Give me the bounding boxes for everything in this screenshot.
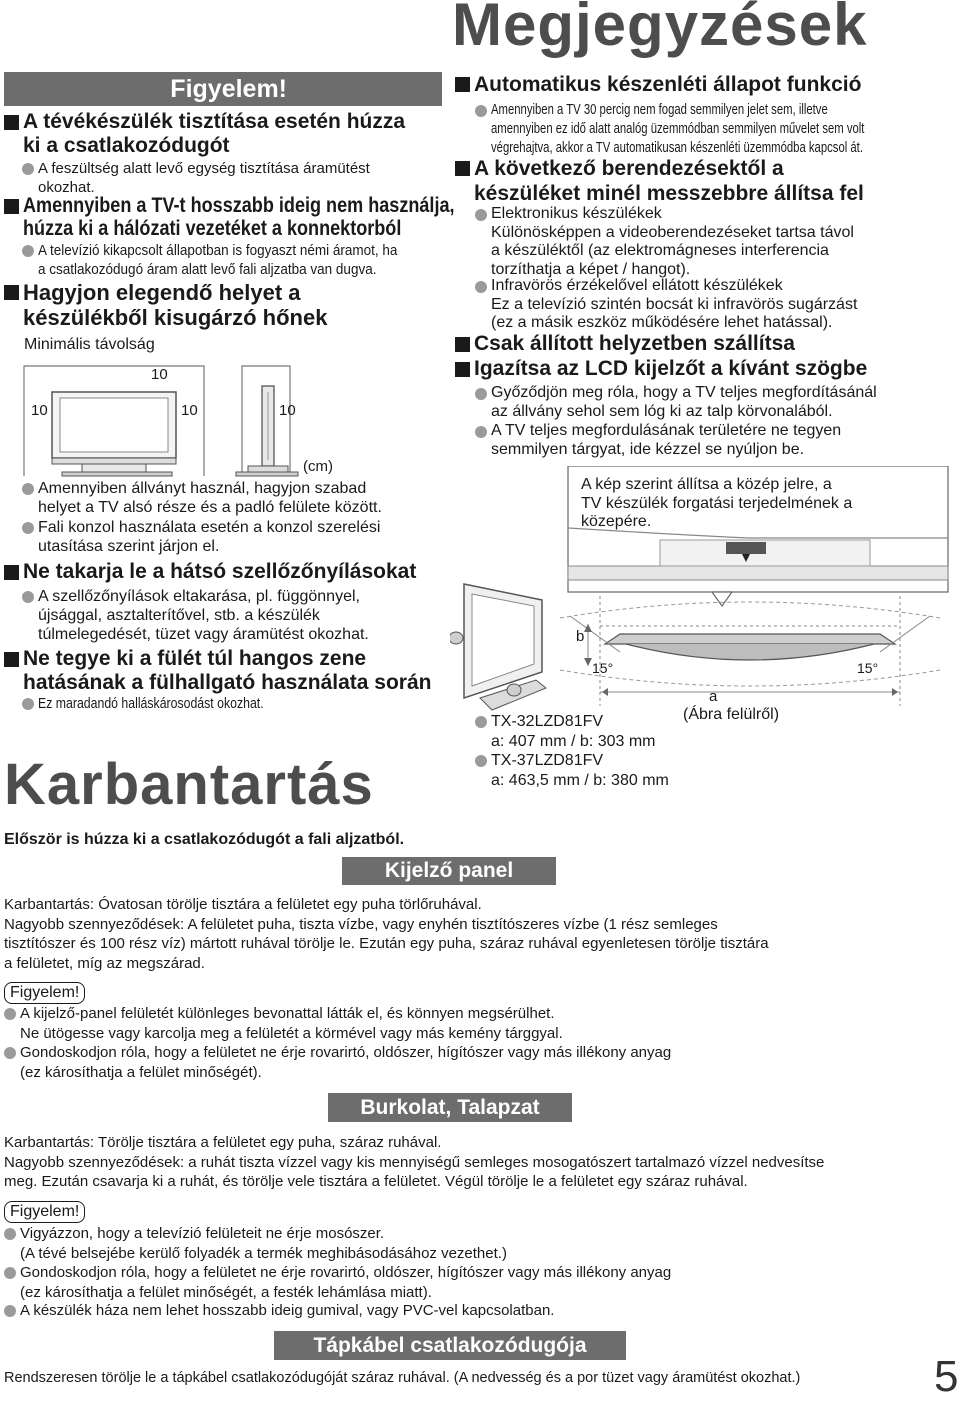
circle-bullet-icon [4,1008,16,1020]
dim-top: 10 [151,366,168,383]
circle-bullet-icon [475,105,487,117]
maintenance-intro: Először is húzza ki a csatlakozódugót a fali aljzatból. [4,831,405,848]
left-heading-vents: Ne takarja le a hátsó szellőzőnyílásokat [4,560,416,584]
right-heading-standby: Automatikus készenléti állapot funkció [455,72,861,97]
circle-bullet-icon [22,163,34,175]
circle-bullet-icon [22,245,34,257]
display-panel-text: Karbantartás: Óvatosan törölje tisztára a felületet egy puha törlőruhával. Nagyobb szennyeződések: A felületet puha, tiszta vízbe, vagy enyhén tisztítószeres vízbe (1 rész semleges tisztítószer és 100 rész víz) mártott ruhával törölje le. Ezután egy puha, száraz ruhával egyenletesen törölje tisztára a felületet, míg az megszárad. [4,896,769,972]
housing-text: Karbantartás: Törölje tisztára a felületet egy puha, száraz ruhával. Nagyobb szennyeződések: a ruhát tiszta vízzel vagy kis mennyiségű semleges mosogatószert tartalmazó vízzel nedvesítse meg. Ezután csavarja ki a ruhát, és törölje vele tisztára a felületet. Végül törölje le a felületet egy száraz ruhával. [4,1134,825,1190]
square-bullet-icon [455,362,470,377]
right-bullet-standby: Amennyiben a TV 30 percig nem fogad semmilyen jelet sem, illetve amennyiben ez idő alatt analóg üzemmódban semmilyen művelet sem volt végrehajtva, akkor a TV automatikusan készenléti üzemmódba kapcsol át. [475,101,960,158]
square-bullet-icon [4,285,19,300]
maintenance-title: Karbantartás [4,752,374,817]
left-bullet-headphones: Ez maradandó halláskárosodást okozhat. [22,694,313,713]
right-heading-transport: Csak állított helyzetben szállítsa [455,332,795,356]
housing-bullet-solvent: Gondoskodjon róla, hogy a felületet ne érje rovarirtó, oldószer, hígítószer vagy más illékony anyag (ez károsíthatja a felület minőségét, a festék lehámlása miatt). [4,1263,671,1302]
circle-bullet-icon [4,1267,16,1279]
plug-text: Rendszeresen törölje le a tápkábel csatlakozódugóját száraz ruhával. (A nedvesség és a por tüzet vagy áramütést okozhat.) [4,1370,801,1386]
housing-bullet-rubber: A készülék háza nem lehet hosszabb ideig gumival, vagy PVC-vel kapcsolatban. [4,1301,554,1321]
housing-warning-label: Figyelem! [4,1201,85,1223]
circle-bullet-icon [22,483,34,495]
dim-side: 10 [279,402,296,419]
tv-front-icon [52,392,176,476]
min-distance-label: Minimális távolság [24,336,155,353]
square-bullet-icon [4,565,19,580]
page-title: Megjegyzések [452,0,868,58]
circle-bullet-icon [22,591,34,603]
right-bullet-infrared: Infravörös érzékelővel ellátott készülékek Ez a televízió szintén bocsát ki infravörös sugárzást (ez a másik eszköz működésére lehet hatással). [475,277,857,333]
angle-left: 15° [592,660,614,676]
circle-bullet-icon [4,1305,16,1317]
housing-banner: Burkolat, Talapzat [328,1093,572,1122]
left-bullet-vents: A szellőzőnyílások eltakarása, pl. függönnyel, újsággal, asztalterítővel, stb. a készülék túlmelegedését, tüzet vagy áramütést okozhat. [22,587,369,644]
clearance-diagram [22,362,342,478]
model-37-item: TX-37LZD81FV a: 463,5 mm / b: 380 mm [475,751,669,790]
model-32-item: TX-32LZD81FV a: 407 mm / b: 303 mm [475,712,656,751]
angle-right: 15° [857,660,879,676]
circle-bullet-icon [4,1228,16,1240]
right-bullet-stand: Győződjön meg róla, hogy a TV teljes megfordításánál az állvány sehol sem lóg ki az talp körvonalából. [475,384,877,421]
left-heading-cleaning: A tévékészülék tisztítása esetén húzza ki a csatlakozódugót [4,110,405,158]
square-bullet-icon [455,161,470,176]
circle-bullet-icon [475,281,487,293]
left-heading-headphones: Ne tegye ki a fülét túl hangos zene hatásának a fülhallgató használata során [4,647,431,695]
display-panel-warning-label: Figyelem! [4,982,85,1004]
square-bullet-icon [4,652,19,667]
left-bullet-stand: Amennyiben állványt használ, hagyjon szabad helyet a TV alsó része és a padló felülete között. [22,479,382,517]
left-bullet-cleaning: A feszültség alatt levő egység tisztítása áramütést okozhat. [22,159,370,197]
tv-rotate-icon [464,584,546,710]
tv-side-icon [236,386,298,476]
label-a: a [709,688,718,705]
square-bullet-icon [455,337,470,352]
top-view-label: (Ábra felülről) [683,706,780,723]
unit-label: (cm) [303,458,333,475]
left-bullet-wall: Fali konzol használata esetén a konzol szerelési utasítása szerint járjon el. [22,518,380,556]
right-bullet-electronics: Elektronikus készülékek Különösképpen a videoberendezéseket tartsa távol a készüléktől (az elektromágneses interferencia torzíthatja a képet / hangot). [475,205,854,279]
circle-bullet-icon [475,388,487,400]
dim-right: 10 [181,402,198,419]
dim-left: 10 [31,402,48,419]
page-number: 5 [934,1352,959,1401]
plug-banner: Tápkábel csatlakozódugója [274,1331,626,1360]
label-b: b [576,628,585,645]
center-callout-text: A kép szerint állítsa a közép jelre, a TV készülék forgatási terjedelmének a közepére. [581,476,853,530]
housing-bullet-detergent: Vigyázzon, hogy a televízió felületeit ne érje mosószer. (A tévé belsejébe kerülő folyadék a termék meghibásodásához vezethet.) [4,1224,507,1263]
right-heading-angle: Igazítsa az LCD kijelzőt a kívánt szögbe [455,357,867,381]
square-bullet-icon [4,199,19,214]
circle-bullet-icon [4,1047,16,1059]
display-panel-bullet-solvent: Gondoskodjon róla, hogy a felületet ne érje rovarirtó, oldószer, hígítószer vagy más illékony anyag (ez károsíthatja a felület minőségét). [4,1043,671,1082]
circle-bullet-icon [22,698,34,710]
circle-bullet-icon [475,426,487,438]
circle-bullet-icon [475,755,487,767]
display-panel-bullet-coating: A kijelző-panel felületét különleges bevonattal látták el, és könnyen megsérülhet. Ne ütögesse vagy karcolja meg a felületét a körmével vagy más kemény tárggyal. [4,1004,563,1043]
left-heading-heat: Hagyjon elegendő helyet a készülékből kisugárzó hőnek [4,280,327,330]
right-heading-distance: A következő berendezésektől a készüléket minél messzebbre állítsa fel [455,156,864,206]
left-heading-unplug: Amennyiben a TV-t hosszabb ideig nem használja, húzza ki a hálózati vezetéket a konnektorból [4,194,525,240]
stand-top-view [560,596,940,706]
square-bullet-icon [455,77,470,92]
square-bullet-icon [4,115,19,130]
circle-bullet-icon [22,522,34,534]
warning-banner: Figyelem! [4,72,442,106]
circle-bullet-icon [475,209,487,221]
left-bullet-unplug: A televízió kikapcsolt állapotban is fogyaszt némi áramot, ha a csatlakozódugó áram alatt levő fali aljzatba van dugva. [22,241,437,279]
right-bullet-area: A TV teljes megfordulásának területére ne tegyen semmilyen tárgyat, ide kézzel se nyúljon be. [475,422,841,459]
display-panel-banner: Kijelző panel [342,857,556,885]
circle-bullet-icon [475,716,487,728]
